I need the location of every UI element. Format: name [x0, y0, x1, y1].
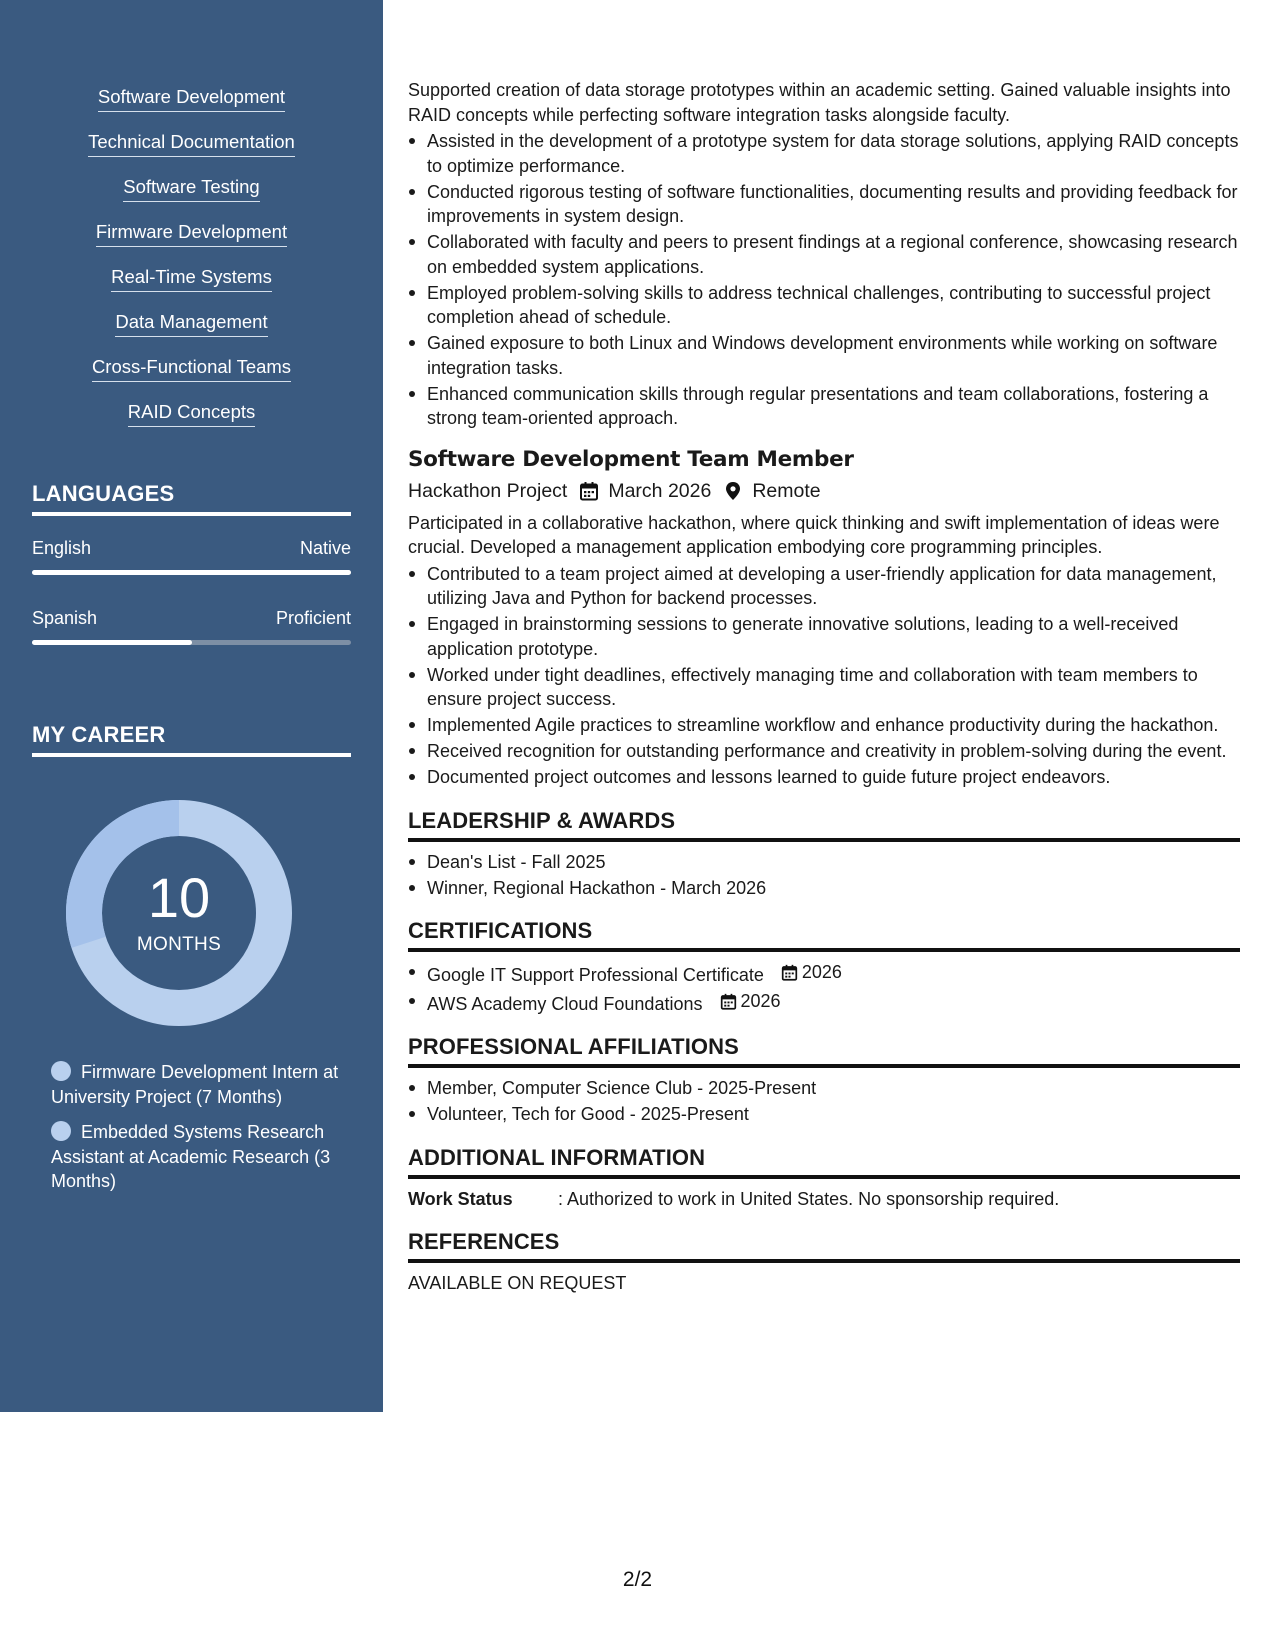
section-heading-additional: ADDITIONAL INFORMATION: [408, 1145, 1240, 1179]
work-status-label: Work Status: [408, 1188, 513, 1209]
language-level: Proficient: [275, 608, 351, 628]
job-company: Hackathon Project: [408, 479, 568, 502]
job-bullets: [408, 562, 1240, 790]
job-title: Software Development Team Member: [408, 446, 854, 472]
leadership-list: [408, 850, 1240, 901]
job-summary: Participated in a collaborative hackathon, where quick thinking and swift implementation of ideas were crucial. Developed a management application embodying core programming principles.: [408, 512, 1220, 557]
work-status-row: [408, 1187, 1240, 1211]
section-heading-certifications: CERTIFICATIONS: [408, 918, 1240, 952]
certification-year: 2026: [740, 990, 781, 1011]
bullet-item: Documented project outcomes and lessons learned to guide future project endeavors.: [408, 765, 1240, 790]
language-bar: [32, 570, 351, 575]
section-heading-leadership: LEADERSHIP & AWARDS: [408, 808, 1240, 842]
skill-item: Software Testing: [123, 174, 259, 202]
sidebar: [0, 0, 383, 1412]
career-legend-text: Embedded Systems Research Assistant at Academic Research (3 Months): [51, 1122, 331, 1191]
section-heading-references: REFERENCES: [408, 1229, 1240, 1263]
language-bar-fill: [32, 570, 351, 575]
skill-item: Software Development: [98, 84, 285, 112]
career-total-number: 10: [147, 866, 211, 929]
bullet-item: Employed problem-solving skills to address technical challenges, contributing to successful project completion ahead of schedule.: [408, 281, 1240, 330]
calendar-icon: [579, 481, 599, 501]
bullet-item: Received recognition for outstanding performance and creativity in problem-solving during the event.: [408, 739, 1240, 764]
affiliations-list: [408, 1076, 1240, 1127]
bullet-item: Worked under tight deadlines, effectively managing time and collaboration with team members to ensure project success.: [408, 663, 1240, 712]
skill-item: Firmware Development: [96, 219, 287, 247]
location-pin-icon: [723, 481, 743, 501]
work-status-value: : Authorized to work in United States. No sponsorship required.: [558, 1188, 1060, 1209]
languages-heading: LANGUAGES: [32, 481, 351, 516]
career-heading: MY CAREER: [32, 722, 351, 757]
job-date: March 2026: [608, 479, 712, 502]
bullet-item: Enhanced communication skills through regular presentations and team collaborations, fostering a strong team-oriented approach.: [408, 382, 1240, 431]
bullet-item: Assisted in the development of a prototype system for data storage solutions, applying RAID concepts to optimize performance.: [408, 129, 1240, 178]
calendar-icon: [781, 964, 798, 981]
certification-name: Google IT Support Professional Certificate: [427, 964, 764, 985]
bullet-item: Volunteer, Tech for Good - 2025-Present: [408, 1102, 1240, 1127]
skill-item: RAID Concepts: [128, 399, 256, 427]
certification-item: [408, 960, 1240, 987]
skill-item: Technical Documentation: [88, 129, 295, 157]
bullet-item: Engaged in brainstorming sessions to generate innovative solutions, leading to a well-received application prototype.: [408, 612, 1240, 661]
language-level: Native: [299, 538, 351, 558]
job-location: Remote: [752, 479, 821, 502]
career-legend-item: [51, 1120, 341, 1194]
certification-item: [408, 989, 1240, 1016]
legend-dot-icon: [51, 1061, 71, 1081]
page-number: 2/2: [622, 1568, 653, 1591]
career-legend: [51, 1060, 341, 1205]
job-summary: Supported creation of data storage prototypes within an academic setting. Gained valuable insights into RAID concepts while perfecting software integration tasks alongside faculty.: [408, 80, 1231, 125]
career-legend-text: Firmware Development Intern at University Project (7 Months): [51, 1062, 339, 1107]
bullet-item: Member, Computer Science Club - 2025-Present: [408, 1076, 1240, 1101]
bullet-item: Gained exposure to both Linux and Windows development environments while working on software integration tasks.: [408, 331, 1240, 380]
skills-list: [0, 84, 383, 444]
bullet-item: Conducted rigorous testing of software functionalities, documenting results and providing feedback for improvements in system design.: [408, 180, 1240, 229]
bullet-item: Winner, Regional Hackathon - March 2026: [408, 876, 1240, 901]
section-heading-affiliations: PROFESSIONAL AFFILIATIONS: [408, 1034, 1240, 1068]
legend-dot-icon: [51, 1121, 71, 1141]
bullet-item: Dean's List - Fall 2025: [408, 850, 1240, 875]
certifications-list: [408, 960, 1240, 1016]
language-row: [32, 608, 351, 629]
language-bar-fill: [32, 640, 192, 645]
job-bullets: [408, 129, 1240, 431]
language-bar: [32, 640, 351, 645]
bullet-item: Collaborated with faculty and peers to present findings at a regional conference, showcasing research on embedded system applications.: [408, 230, 1240, 279]
skill-item: Data Management: [115, 309, 267, 337]
language-name: Spanish: [32, 608, 98, 628]
bullet-item: Implemented Agile practices to streamline workflow and enhance productivity during the hackathon.: [408, 713, 1240, 738]
main-content: [408, 78, 1240, 1295]
career-legend-item: [51, 1060, 341, 1109]
references-text: AVAILABLE ON REQUEST: [408, 1272, 627, 1293]
skill-item: Cross-Functional Teams: [92, 354, 291, 382]
language-row: [32, 538, 351, 559]
career-total-unit: MONTHS: [136, 934, 222, 955]
skill-item: Real-Time Systems: [111, 264, 272, 292]
certification-name: AWS Academy Cloud Foundations: [427, 993, 703, 1014]
calendar-icon: [720, 993, 737, 1010]
language-name: English: [32, 538, 92, 558]
certification-year: 2026: [801, 962, 842, 982]
job-meta: [408, 480, 1240, 503]
bullet-item: Contributed to a team project aimed at developing a user-friendly application for data management, utilizing Java and Python for backend processes.: [408, 562, 1240, 611]
